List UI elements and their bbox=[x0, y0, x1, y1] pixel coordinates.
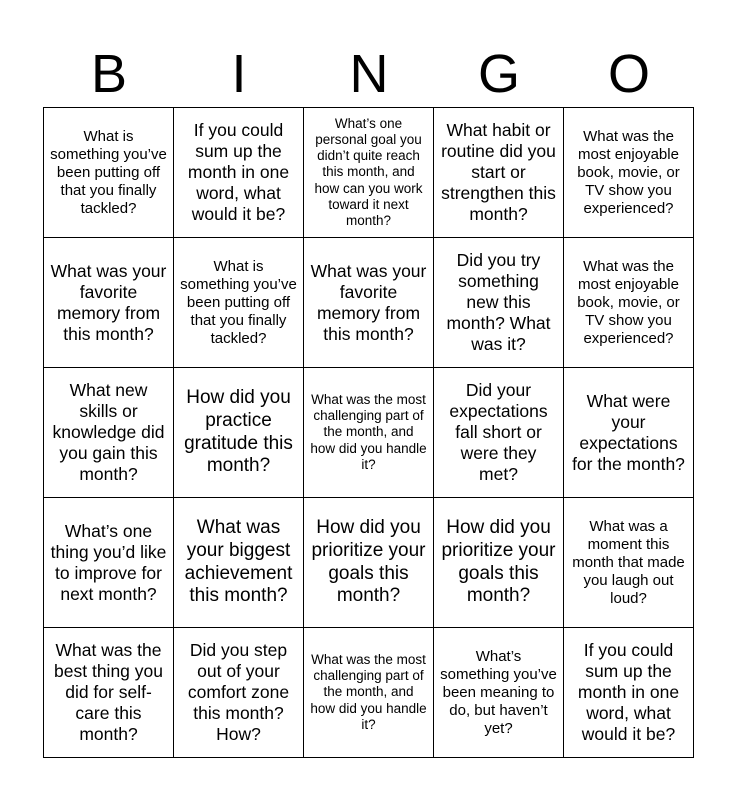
header-letter-i: I bbox=[231, 44, 247, 104]
board-row-4 bbox=[44, 498, 694, 628]
header-letter-g: G bbox=[477, 44, 520, 104]
bingo-square[interactable]: What was the most challenging part of the month, and how did you handle it? bbox=[304, 628, 434, 758]
bingo-square[interactable]: What is something you’ve been putting off that you finally tackled? bbox=[44, 108, 174, 238]
header-letter-n: N bbox=[349, 44, 389, 104]
bingo-square[interactable]: Did your expectations fall short or were they met? bbox=[434, 368, 564, 498]
bingo-square[interactable]: What was the most enjoyable book, movie, or TV show you experienced? bbox=[564, 238, 694, 368]
bingo-header bbox=[44, 40, 694, 108]
bingo-square[interactable]: What was a moment this month that made you laugh out loud? bbox=[564, 498, 694, 628]
bingo-square[interactable]: How did you prioritize your goals this month? bbox=[304, 498, 434, 628]
bingo-board bbox=[43, 107, 694, 758]
bingo-square[interactable]: If you could sum up the month in one word, what would it be? bbox=[174, 108, 304, 238]
bingo-square[interactable]: How did you practice gratitude this month? bbox=[174, 368, 304, 498]
bingo-square[interactable]: Did you try something new this month? What was it? bbox=[434, 238, 564, 368]
header-letter-b: B bbox=[90, 44, 128, 104]
bingo-square[interactable]: What was your favorite memory from this month? bbox=[304, 238, 434, 368]
bingo-square[interactable]: What was the best thing you did for self-care this month? bbox=[44, 628, 174, 758]
bingo-square[interactable]: What’s one personal goal you didn’t quite reach this month, and how can you work toward it next month? bbox=[304, 108, 434, 238]
board-row-3 bbox=[44, 368, 694, 498]
board-row-1 bbox=[44, 108, 694, 238]
bingo-square[interactable]: What was the most enjoyable book, movie, or TV show you experienced? bbox=[564, 108, 694, 238]
bingo-square[interactable]: What was your favorite memory from this month? bbox=[44, 238, 174, 368]
header-letter-o: O bbox=[607, 44, 650, 104]
bingo-square[interactable]: What was the most challenging part of the month, and how did you handle it? bbox=[304, 368, 434, 498]
bingo-square[interactable]: What habit or routine did you start or strengthen this month? bbox=[434, 108, 564, 238]
board-row-2 bbox=[44, 238, 694, 368]
bingo-square[interactable]: Did you step out of your comfort zone this month? How? bbox=[174, 628, 304, 758]
bingo-square[interactable]: What was your biggest achievement this month? bbox=[174, 498, 304, 628]
bingo-square[interactable]: What new skills or knowledge did you gain this month? bbox=[44, 368, 174, 498]
bingo-square[interactable]: How did you prioritize your goals this month? bbox=[434, 498, 564, 628]
bingo-square[interactable]: If you could sum up the month in one word, what would it be? bbox=[564, 628, 694, 758]
bingo-square[interactable]: What’s one thing you’d like to improve for next month? bbox=[44, 498, 174, 628]
bingo-square[interactable]: What is something you’ve been putting off that you finally tackled? bbox=[174, 238, 304, 368]
bingo-square[interactable]: What’s something you’ve been meaning to do, but haven’t yet? bbox=[434, 628, 564, 758]
bingo-square[interactable]: What were your expectations for the month? bbox=[564, 368, 694, 498]
board-row-5 bbox=[44, 628, 694, 758]
